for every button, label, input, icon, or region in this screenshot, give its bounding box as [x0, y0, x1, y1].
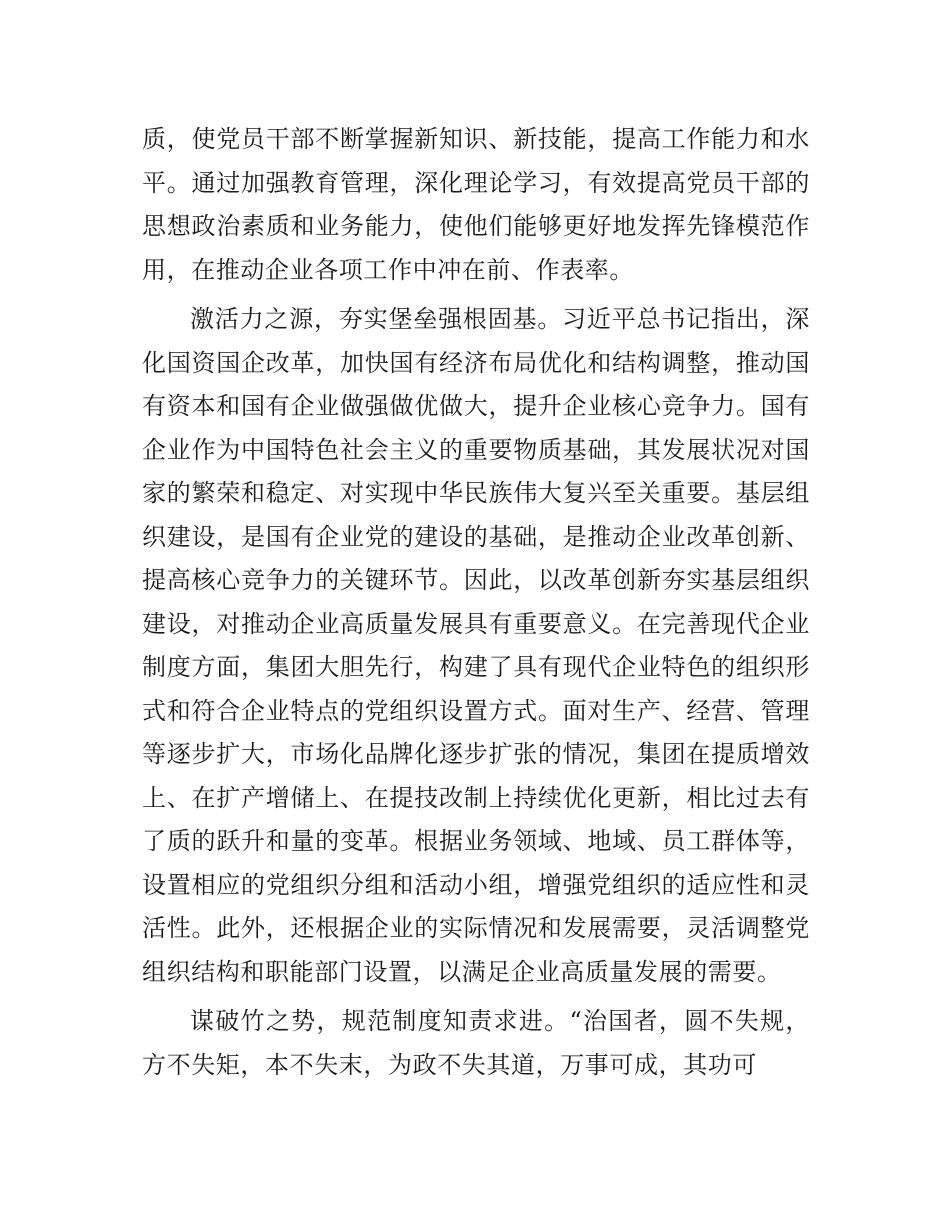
paragraph-continuation: 质，使党员干部不断掌握新知识、新技能，提高工作能力和水平。通过加强教育管理，深化理论学习，有效提高党员干部的思想政治素质和业务能力，使他们能够更好地发挥先锋模范作用，在推动企业各项工作中冲在前、作表率。 — [142, 125, 810, 284]
document-body — [142, 118, 810, 1093]
paragraph-standards: 谋破竹之势，规范制度知责求进。“治国者，圆不失规，方不失矩，本不失末，为政不失其道，万事可成，其功可 — [142, 1007, 810, 1079]
paragraph-vitality: 激活力之源，夯实堡垒强根固基。习近平总书记指出，深化国资国企改革，加快国有经济布局优化和结构调整，推动国有资本和国有企业做强做优做大，提升企业核心竞争力。国有企业作为中国特色社会主义的重要物质基础，其发展状况对国家的繁荣和稳定、对实现中华民族伟大复兴至关重要。基层组织建设，是国有企业党的建设的基础，是推动企业改革创新、提高核心竞争力的关键环节。因此，以改革创新夯实基层组织建设，对推动企业高质量发展具有重要意义。在完善现代企业制度方面，集团大胆先行，构建了具有现代企业特色的组织形式和符合企业特点的党组织设置方式。面对生产、经营、管理等逐步扩大，市场化品牌化逐步扩张的情况，集团在提质增效上、在扩产增储上、在提技改制上持续优化更新，相比过去有了质的跃升和量的变革。根据业务领域、地域、员工群体等，设置相应的党组织分组和活动小组，增强党组织的适应性和灵活性。此外，还根据企业的实际情况和发展需要，灵活调整党组织结构和职能部门设置，以满足企业高质量发展的需要。 — [142, 305, 810, 986]
